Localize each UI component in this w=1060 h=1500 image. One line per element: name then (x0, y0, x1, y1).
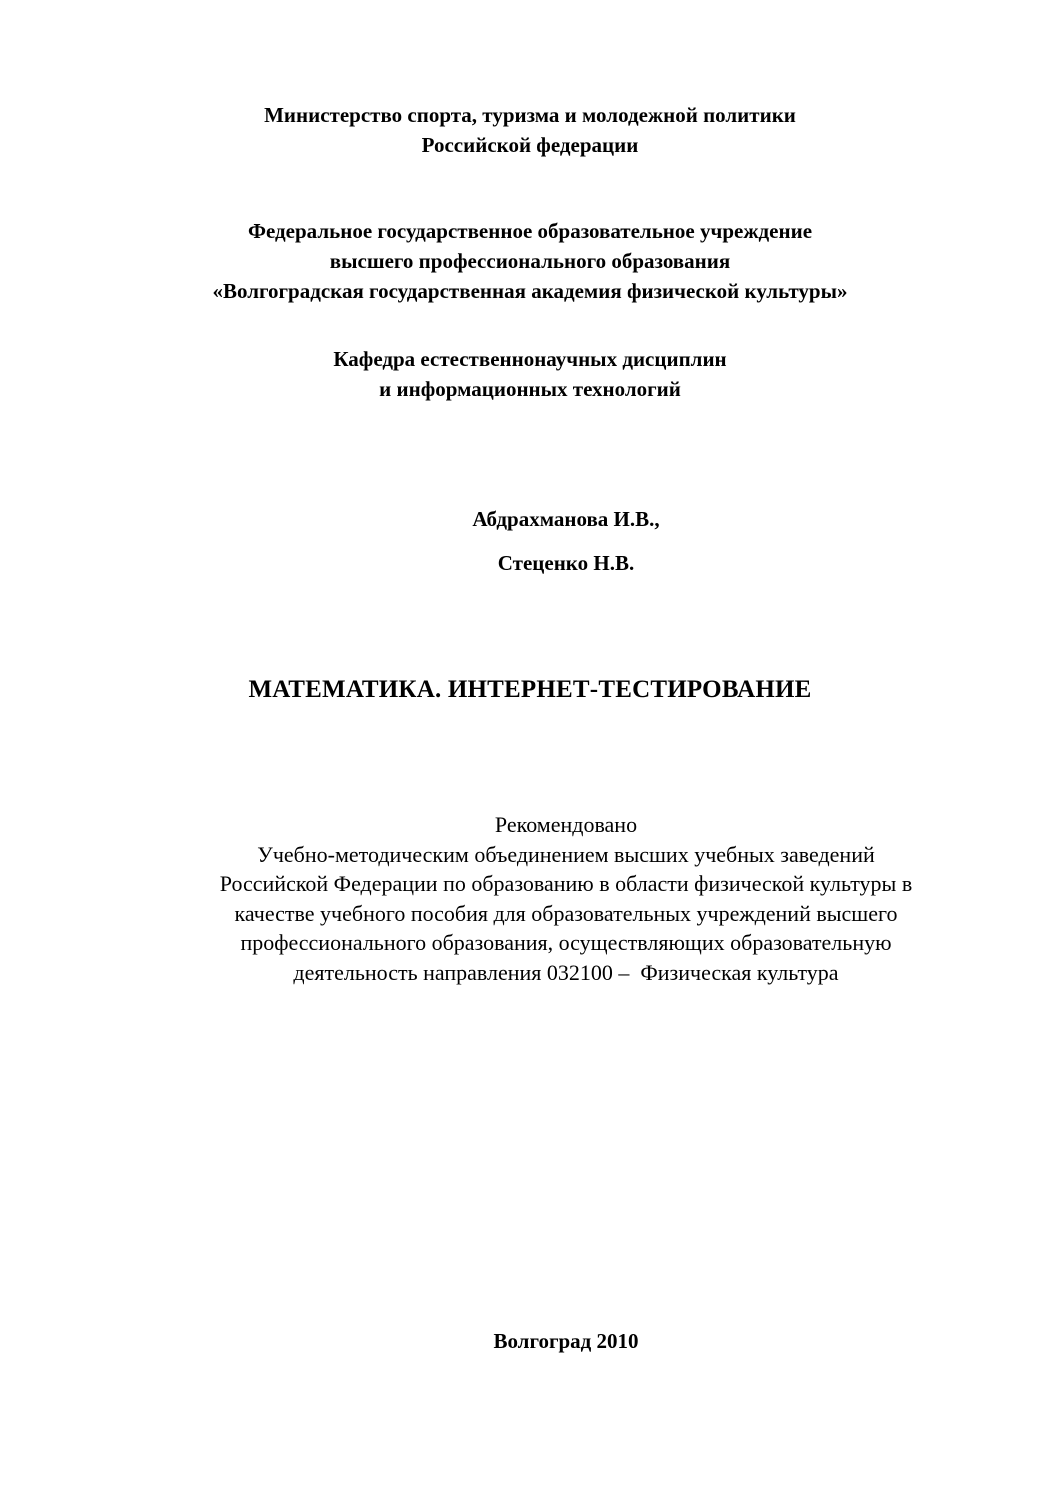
recommendation-line-2: Учебно-методическим объединением высших учебных заведений (257, 841, 875, 867)
authors (36, 504, 1060, 578)
institution-heading (0, 216, 1060, 306)
footer (36, 1326, 1060, 1356)
document-title-block (0, 674, 1060, 706)
ministry-heading (0, 100, 1060, 160)
city-year: Волгоград 2010 (493, 1329, 639, 1353)
ministry-line-2: Российской федерации (421, 133, 639, 157)
institution-line-3: «Волгоградская государственная академия физической культуры» (212, 279, 848, 303)
recommendation-line-3: Российской Федерации по образованию в области физической культуры в (219, 871, 913, 896)
department-heading (0, 344, 1060, 404)
recommendation-text (36, 810, 1060, 987)
recommendation-line-6: деятельность направления 032100 – Физическая культура (293, 959, 839, 985)
recommendation-line-1: Рекомендовано (494, 812, 638, 837)
author-1: Абдрахманова И.В., (472, 507, 660, 531)
author-2: Стеценко Н.В. (497, 551, 635, 575)
department-line-2: и информационных технологий (379, 377, 681, 401)
recommendation-line-4: качестве учебного пособия для образовательных учреждений высшего (234, 900, 898, 926)
institution-line-2: высшего профессионального образования (329, 249, 731, 273)
institution-line-1: Федеральное государственное образовательное учреждение (247, 219, 813, 243)
recommendation-line-5: профессионального образования, осуществляющих образовательную (240, 930, 892, 955)
department-line-1: Кафедра естественнонаучных дисциплин (333, 347, 727, 371)
document-title: МАТЕМАТИКА. ИНТЕРНЕТ-ТЕСТИРОВАНИЕ (248, 676, 812, 703)
ministry-line-1: Министерство спорта, туризма и молодежной политики (264, 103, 796, 127)
